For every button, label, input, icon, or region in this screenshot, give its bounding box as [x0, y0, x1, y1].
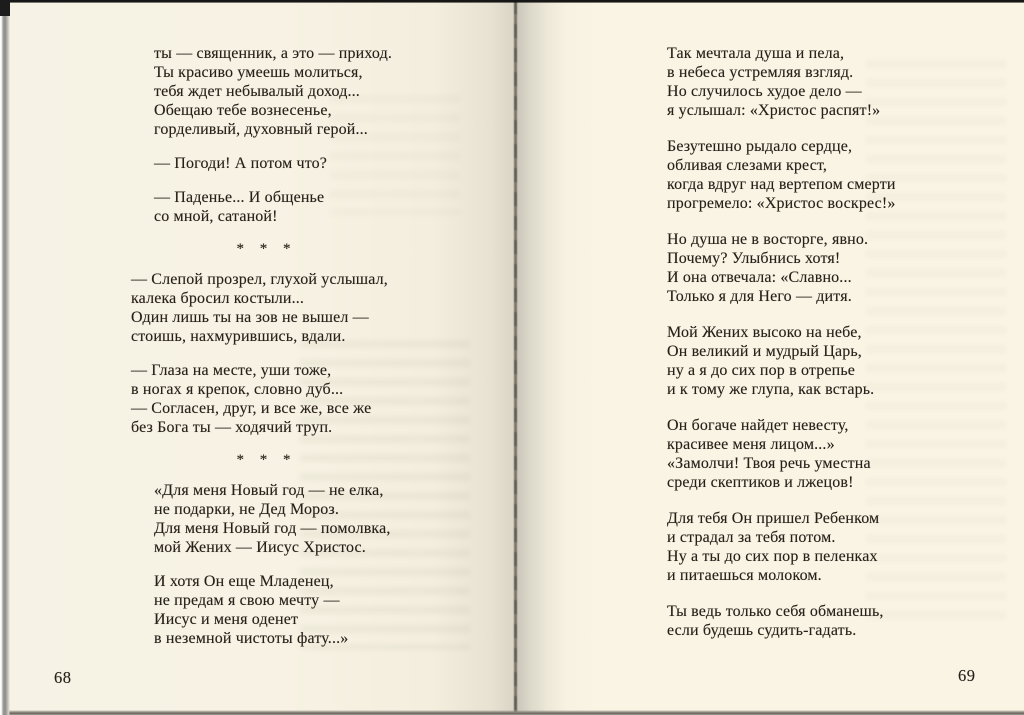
poem-stanza — [667, 416, 997, 492]
poem-line: Для тебя Он пришел Ребенком — [667, 510, 880, 527]
poem-line: Мой Жених высоко на небе, — [667, 324, 862, 341]
poem-line: Только я для Него — дитя. — [667, 288, 852, 305]
poem-stanza — [154, 188, 484, 226]
poem-line: Почему? Улыбнись хотя! — [667, 250, 841, 267]
poem-line: Но душа не в восторге, явно. — [667, 231, 869, 248]
poem-column-right — [667, 44, 997, 657]
poem-stanza — [667, 230, 997, 306]
poem-line: — Паденье... И общенье — [154, 189, 325, 206]
poem-line: обливая слезами крест, — [667, 157, 828, 174]
poem-line: Для меня Новый год — помолвка, — [154, 520, 391, 537]
poem-line: не подарки, не Дед Мороз. — [154, 501, 340, 518]
poem-line: не предам я свою мечту — — [154, 592, 340, 609]
poem-line: калека бросил костыли... — [131, 290, 305, 307]
book-gutter-shadow — [514, 0, 517, 715]
poem-line: Но случилось худое дело — — [667, 83, 862, 100]
poem-line: если будешь судить-гадать. — [667, 622, 857, 639]
poem-line: — Глаза на месте, уши тоже, — [131, 362, 332, 379]
poem-line: И хотя Он еще Младенец, — [154, 573, 334, 590]
poem-line: тебя ждет небывалый доход... — [154, 83, 360, 100]
poem-line: Безутешно рыдало сердце, — [667, 138, 853, 155]
poem-line: — Согласен, друг, и все же, все же — [131, 400, 372, 417]
poem-line: «Замолчи! Твоя речь уместна — [667, 455, 871, 472]
poem-line: Он богаче найдет невесту, — [667, 417, 849, 434]
poem-line: Так мечтала душа и пела, — [667, 45, 845, 62]
poem-line: Ты красиво умеешь молиться, — [154, 64, 363, 81]
poem-line: стоишь, нахмурившись, вдали. — [131, 328, 346, 345]
poem-stanza — [667, 602, 997, 640]
poem-stanza — [154, 481, 484, 557]
poem-line: мой Жених — Иисус Христос. — [154, 539, 366, 556]
page-right — [516, 0, 1024, 715]
poem-line: и страдал за тебя потом. — [667, 529, 836, 546]
stanza-separator: * * * — [236, 452, 297, 468]
poem-line: Один лишь ты на зов не вышел — — [131, 309, 369, 326]
stanza-separator: * * * — [236, 241, 297, 257]
poem-line: я услышал: «Христос распят!» — [667, 102, 881, 119]
poem-column-left — [131, 44, 484, 663]
poem-line: в неземной чистоты фату...» — [154, 630, 349, 647]
poem-stanza — [667, 323, 997, 399]
poem-line: Ну а ты до сих пор в пеленках — [667, 548, 878, 565]
scan-border-bottom — [0, 710, 1024, 715]
poem-stanza — [667, 509, 997, 585]
poem-stanza — [667, 44, 997, 120]
poem-line: прогремело: «Христос воскрес!» — [667, 195, 896, 212]
poem-line: — Погоди! А потом что? — [154, 155, 328, 172]
poem-line: — Слепой прозрел, глухой услышал, — [131, 271, 388, 288]
poem-line: когда вдруг над вертепом смерти — [667, 176, 896, 193]
poem-stanza — [154, 154, 484, 173]
page-number-right: 69 — [958, 666, 976, 685]
poem-line: Ты ведь только себя обманешь, — [667, 603, 884, 620]
poem-line: в небеса устремляя взгляд. — [667, 64, 854, 81]
poem-stanza — [667, 137, 997, 213]
poem-stanza — [154, 44, 484, 139]
poem-line: и питаешься молоком. — [667, 567, 822, 584]
scan-border-top — [0, 0, 1024, 3]
poem-line: без Бога ты — ходячий труп. — [131, 419, 333, 436]
poem-line: И она отвечала: «Славно... — [667, 269, 852, 286]
poem-line: Иисус и меня оденет — [154, 611, 299, 628]
poem-line: и к тому же глупа, как встарь. — [667, 381, 875, 398]
scanner-edge-strip — [0, 0, 10, 715]
poem-line: ну а я до сих пор в отрепье — [667, 362, 856, 379]
poem-line: Он великий и мудрый Царь, — [667, 343, 862, 360]
poem-line: Обещаю тебе вознесенье, — [154, 102, 332, 119]
poem-line: красивее меня лицом...» — [667, 436, 835, 453]
poem-line: «Для меня Новый год — не елка, — [154, 482, 384, 499]
poem-line: горделивый, духовный герой... — [154, 121, 368, 138]
poem-stanza — [131, 361, 484, 437]
poem-line: ты — священник, а это — приход. — [154, 45, 393, 62]
poem-stanza — [154, 572, 484, 648]
poem-line: со мной, сатаной! — [154, 208, 278, 225]
poem-line: среди скептиков и лжецов! — [667, 474, 854, 491]
poem-line: в ногах я крепок, словно дуб... — [131, 381, 344, 398]
poem-stanza — [131, 270, 484, 346]
page-number-left: 68 — [54, 668, 72, 687]
